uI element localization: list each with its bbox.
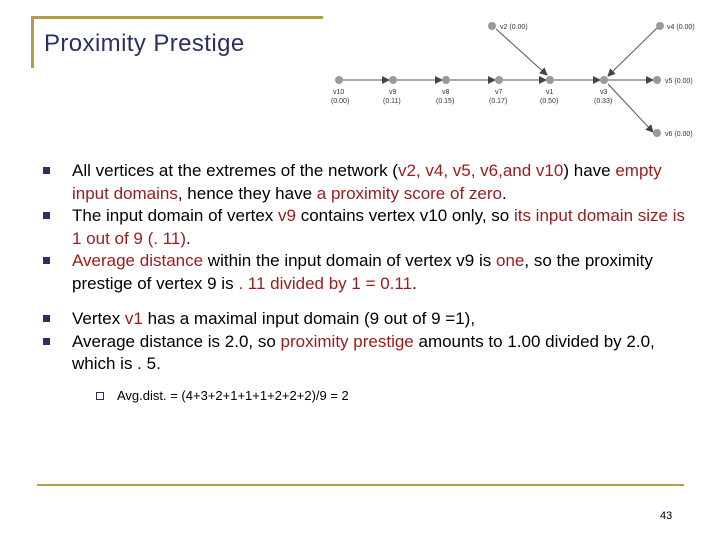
edge-v3-v6: [608, 84, 653, 132]
label-v3-score: (0.33): [594, 98, 613, 105]
node-v10: [335, 76, 343, 84]
node-v8: [442, 76, 450, 84]
highlighted-text: empty input domains: [72, 161, 662, 203]
edge-v4-v3: [608, 28, 657, 76]
bullet-5: [38, 331, 688, 376]
bullet-list: [38, 160, 688, 405]
bullet-text: [72, 161, 662, 203]
highlighted-text: v1: [124, 309, 143, 328]
body-text: Average distance is 2.0, so: [72, 331, 281, 351]
label-v8-score: (0.15): [436, 98, 455, 105]
body-text: Vertex: [72, 309, 125, 328]
sub-bullet-text: Avg.dist. = (4+3+2+1+1+1+2+2+2)/9 = 2: [117, 387, 349, 403]
highlighted-text: its input domain size is 1 out of 9 (. 11): [72, 206, 685, 248]
label-v10-score: (0.00): [331, 98, 350, 105]
body-text: , so the proximity prestige of vertex 9 is: [72, 251, 653, 293]
square-bullet-icon: [43, 315, 50, 322]
highlighted-text: v2, v4, v5, v6,and v10: [397, 161, 564, 180]
edge-v2-v1: [496, 29, 547, 75]
body-text: The input domain of vertex: [72, 206, 279, 225]
bullet-text: [72, 206, 685, 248]
network-diagram: [325, 12, 720, 142]
body-text: ) have: [563, 161, 616, 180]
node-v4: [656, 22, 664, 30]
square-bullet-icon: [43, 212, 50, 219]
node-v2: [488, 22, 496, 30]
square-bullet-icon: [43, 257, 50, 264]
footer-rule: [37, 484, 684, 486]
label-v7-name: v7: [495, 89, 503, 96]
slide-title: Proximity Prestige: [44, 30, 245, 57]
square-bullet-icon: [43, 167, 50, 174]
node-v6: [653, 129, 661, 137]
node-v5: [653, 76, 661, 84]
body-text: has a maximal input domain (9 out of 9 =1),: [142, 309, 476, 328]
body-text: .: [186, 228, 191, 248]
node-v7: [495, 76, 503, 84]
highlighted-text: . 11 divided by 1 = 0.11: [238, 273, 413, 293]
highlighted-text: a proximity score of zero: [316, 183, 502, 203]
label-v6: v6 (0.00): [665, 131, 693, 138]
label-v3-name: v3: [600, 89, 608, 96]
highlighted-text: Average distance: [72, 251, 204, 270]
bullet-text: [72, 251, 653, 293]
bullet-1: [38, 160, 688, 205]
label-v9-score: (0.11): [383, 98, 401, 105]
bullet-2: [38, 205, 688, 250]
sub-bullet: [94, 387, 688, 405]
label-v8-name: v8: [442, 89, 450, 96]
bullet-3: [38, 250, 688, 295]
node-v9: [389, 76, 397, 84]
label-v4: v4 (0.00): [667, 24, 695, 31]
body-text: , hence they have: [177, 183, 317, 203]
bullet-4: [38, 308, 688, 331]
label-v9-name: v9: [389, 89, 397, 96]
bullet-text: [72, 309, 475, 328]
hollow-square-bullet-icon: [96, 392, 104, 400]
node-v1: [546, 76, 554, 84]
page-number: 43: [660, 510, 673, 522]
label-v1-score: (0.50): [540, 98, 559, 105]
label-v10-name: v10: [333, 89, 345, 96]
body-text: .: [501, 183, 507, 203]
body-text: contains vertex v10 only, so: [295, 206, 514, 225]
highlighted-text: v9: [278, 206, 296, 225]
square-bullet-icon: [43, 338, 50, 345]
label-v7-score: (0.17): [489, 98, 508, 105]
highlighted-text: proximity prestige: [280, 331, 414, 351]
node-v3: [600, 76, 608, 84]
bullet-text: [72, 332, 655, 374]
body-text: All vertices at the extremes of the network (: [72, 161, 398, 180]
body-text: within the input domain of vertex v9 is: [203, 251, 496, 270]
highlighted-text: one: [496, 251, 525, 270]
label-v2: v2 (0.00): [500, 24, 528, 31]
label-v1-name: v1: [546, 89, 554, 96]
label-v5: v5 (0.00): [665, 78, 693, 85]
body-text: amounts to 1.00 divided by 2.0, which is . 5.: [72, 331, 655, 373]
body-text: .: [412, 273, 417, 293]
